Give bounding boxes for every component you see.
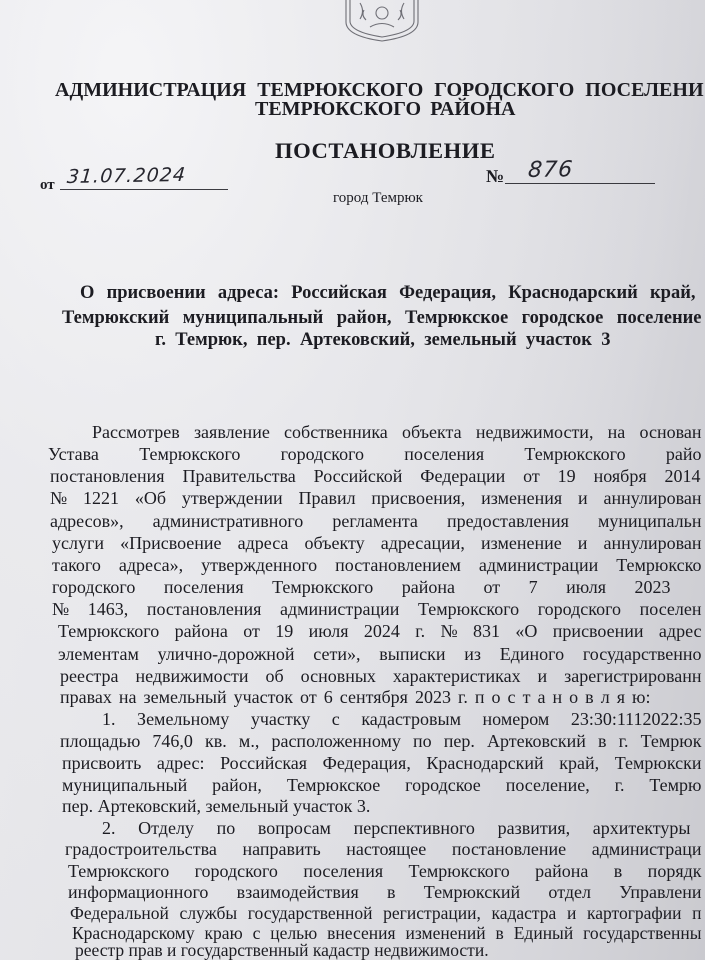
body-line: Темрюкского городского поселения Темрюкского района в порядк <box>68 861 702 881</box>
body-line: муниципальный район, Темрюкское городское поселение, г. Темрю <box>62 775 702 795</box>
body-line: услуги «Присвоение адреса объекту адресации, изменение и аннулирован <box>52 533 702 553</box>
body-line: градостроительства направить настоящее постановление администраци <box>65 839 702 859</box>
body-line: элементам улично-дорожной сети», выписки из Единого государственно <box>58 644 702 664</box>
org-name-line-1: АДМИНИСТРАЦИЯ ТЕМРЮКСКОГО ГОРОДСКОГО ПОСЕЛЕНИ <box>55 79 704 101</box>
number-prefix: № <box>486 166 505 186</box>
body-line: Рассмотрев заявление собственника объекта недвижимости, на основан <box>92 422 702 442</box>
body-line: Краснодарскому краю с целью внесения изменений в Единый государственны <box>72 923 702 943</box>
body-line: постановления Правительства Российской Федерации от 19 ноября 2014 <box>50 466 701 486</box>
body-line: присвоить адрес: Российская Федерация, Краснодарский край, Темрюкски <box>62 753 702 773</box>
document-type-title: ПОСТАНОВЛЕНИЕ <box>275 138 496 163</box>
subject-title-line: г. Темрюк, пер. Артековский, земельный участок 3 <box>155 330 611 350</box>
body-line: такого адреса», утвержденного постановлением администрации Темрюкско <box>52 555 702 575</box>
body-line: Федеральной службы государственной регистрации, кадастра и картографии п <box>70 903 702 923</box>
handwritten-date: 31.07.2024 <box>66 163 187 188</box>
body-line: площадью 746,0 кв. м., расположенному по пер. Артековский в г. Темрюк <box>60 731 702 751</box>
body-line: правах на земельный участок от 6 сентября 2023 г. п о с т а н о в л я ю: <box>60 687 651 707</box>
date-prefix: от <box>40 177 55 193</box>
body-line: городского поселения Темрюкского района от 7 июля 2023 <box>52 577 671 597</box>
body-line: пер. Артековский, земельный участок 3. <box>62 796 371 816</box>
body-line: реестр прав и государственный кадастр недвижимости. <box>75 940 489 960</box>
org-name-line-2: ТЕМРЮКСКОГО РАЙОНА <box>255 98 516 120</box>
body-line: № 1463, постановления администрации Темрюкского городского поселен <box>52 599 702 619</box>
body-line: адресов», административного регламента предоставления муниципальн <box>50 511 702 531</box>
number-underline <box>505 183 655 184</box>
city-name: город Темрюк <box>333 190 423 206</box>
body-line: Темрюкского района от 19 июля 2024 г. № 831 «О присвоении адрес <box>58 621 702 641</box>
body-line: 1. Земельному участку с кадастровым номером 23:30:1112022:35 <box>102 709 702 729</box>
date-underline <box>60 189 228 190</box>
body-line: реестра недвижимости об основных характеристиках и зарегистрированн <box>60 666 702 686</box>
body-line: информационного взаимодействия в Темрюкский отдел Управлени <box>68 882 702 902</box>
body-line: № 1221 «Об утверждении Правил присвоения, изменения и аннулирован <box>50 488 702 508</box>
subject-title-line: Темрюкский муниципальный район, Темрюкское городское поселение <box>62 308 702 328</box>
coat-of-arms-icon <box>342 0 422 42</box>
body-line: Устава Темрюкского городского поселения Темрюкского райо <box>48 444 702 464</box>
handwritten-number: 876 <box>527 157 575 183</box>
subject-title-line: О присвоении адреса: Российская Федерация, Краснодарский край, <box>80 283 696 303</box>
body-line: 2. Отделу по вопросам перспективного развития, архитектуры <box>102 818 691 838</box>
